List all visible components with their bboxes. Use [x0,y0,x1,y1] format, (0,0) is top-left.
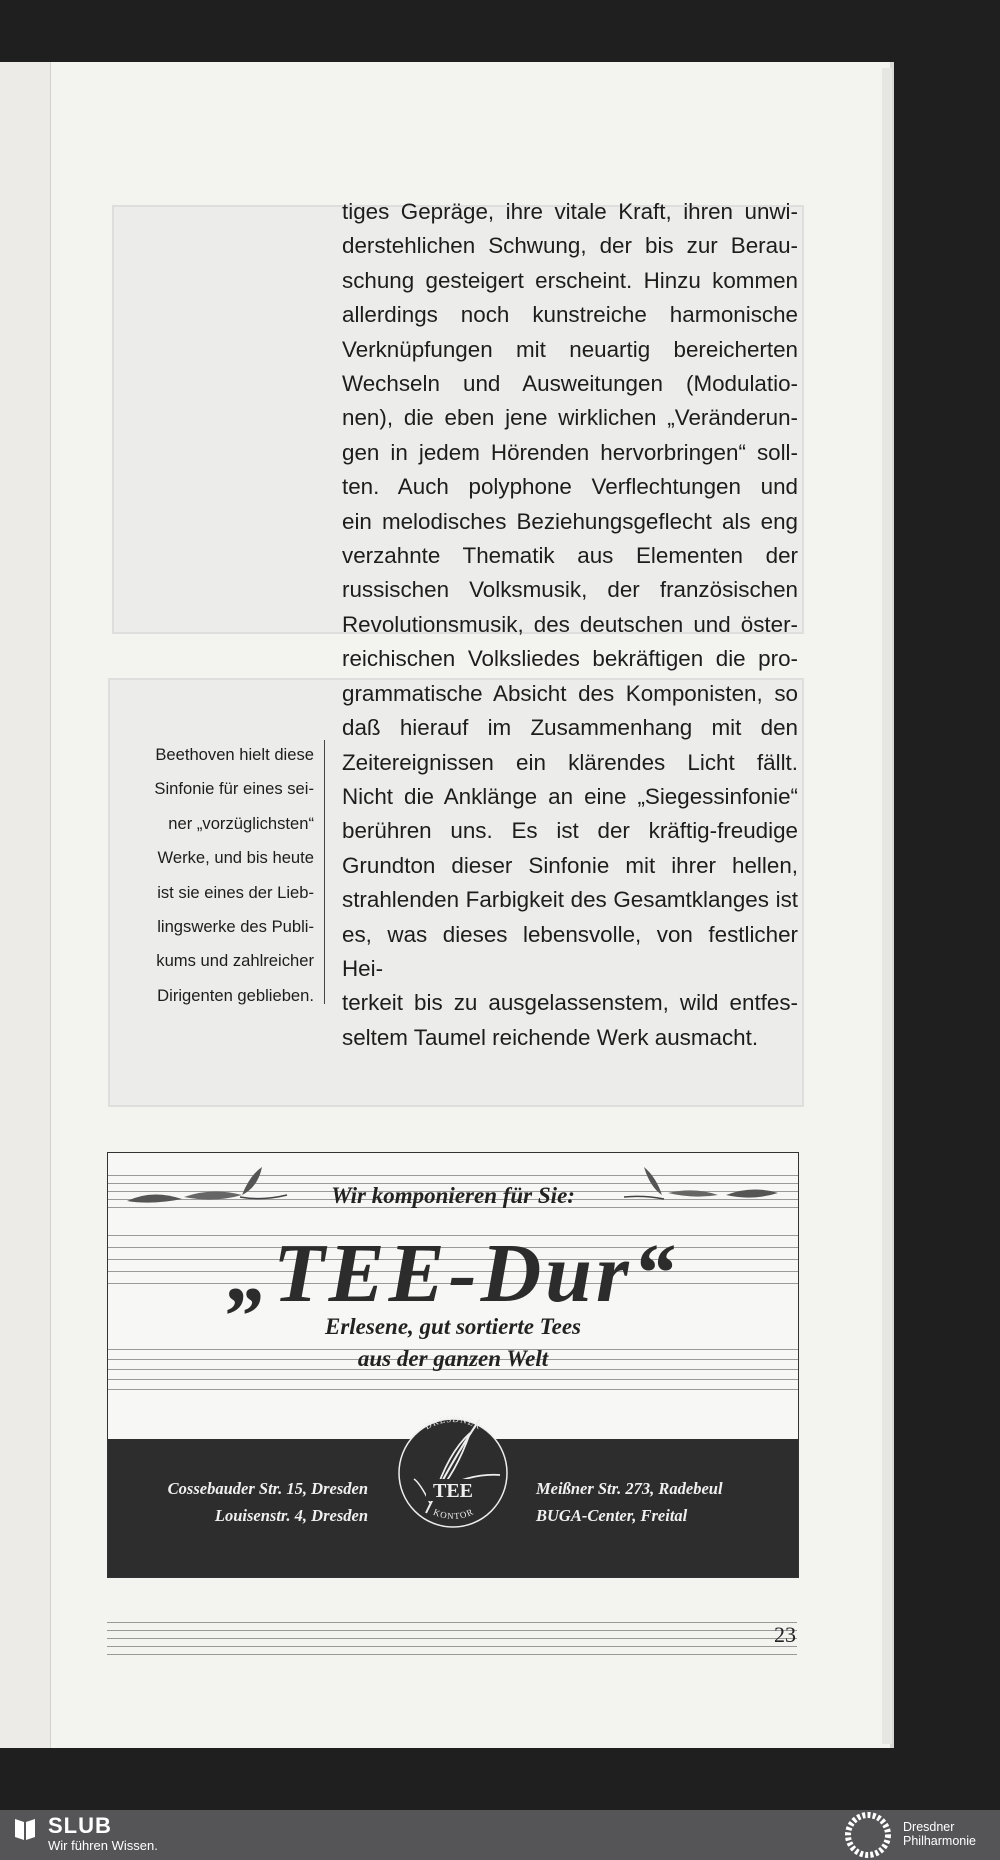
partner-name [903,1820,976,1848]
philharmonie-star-icon [842,1811,894,1859]
music-staff-line [108,1389,798,1390]
ad-addresses-left [168,1475,368,1529]
address-line: Cossebauder Str. 15, Dresden [167,1479,368,1498]
slub-book-icon [14,1817,36,1841]
slub-claim: Wir führen Wissen. [48,1838,158,1853]
footer-staff-line [107,1630,797,1631]
body-text-line: grammatische Absicht des Komponisten, so [342,680,798,706]
margin-note-line: kums und zahlreicher [156,951,314,971]
page-number: 23 [774,1622,796,1647]
partner-name-line: Philharmonie [903,1834,976,1848]
margin-note-line: ist sie eines der Lieb- [157,882,314,902]
body-text-line: Revolutionsmusik, des deutschen und öster- [342,611,798,637]
body-text-line: es, was dieses lebensvolle, von festlicher Hei- [342,921,798,981]
footer-staff-line [107,1622,797,1623]
body-text-line: Nicht die Anklänge an eine „Siegessinfonie“ [342,783,798,809]
ad-subtitle-line: aus der ganzen Welt [357,1346,549,1371]
body-text-line: reichischen Volksliedes bekräftigen die pro- [342,646,798,672]
margin-note-line: Beethoven hielt diese [155,745,314,764]
body-text-line: berühren uns. Es ist der kräftig-freudige [342,818,798,844]
body-text-line: verzahnte Thematik aus Elementen der [342,543,798,569]
footer-staff-line [107,1638,797,1639]
body-text-line: strahlenden Farbigkeit des Gesamtklanges ist [342,887,798,913]
margin-note-line: Sinfonie für eines sei- [154,779,314,799]
body-text-line: seltem Taumel reichende Werk ausmacht. [342,1024,759,1050]
ad-addresses-right [536,1475,723,1529]
margin-note-line: Werke, und bis heute [157,848,314,868]
body-text-line: schung gesteigert erscheint. Hinzu kommen [342,267,798,293]
margin-note-line: Dirigenten geblieben. [157,985,314,1005]
tea-advertisement [107,1152,799,1578]
body-text-line: allerdings noch kunstreiche harmonische [342,302,798,328]
svg-text:DRESDNER: DRESDNER [422,1413,484,1432]
tee-kontor-logo [390,1393,516,1543]
body-text-line: Wechseln und Ausweitungen (Modulatio- [342,371,798,397]
margin-note-line: lingswerke des Publi- [157,917,314,937]
body-text-line: Grundton dieser Sinfonie mit ihrer hellen, [342,852,798,878]
body-text-line: terkeit bis zu ausgelassenstem, wild entfes- [342,990,798,1016]
ad-subtitle-line: Erlesene, gut sortierte Tees [325,1314,581,1339]
ad-subtitle [108,1311,798,1375]
footer-staff-line [107,1646,797,1647]
body-text-line: derstehlichen Schwung, der bis zur Berau- [342,233,798,259]
address-line: BUGA-Center, Freital [536,1506,688,1525]
body-text-line: Verknüpfungen mit neuartig bereicherten [342,336,798,362]
body-text-line: nen), die eben jene wirklichen „Veränderun- [342,405,798,431]
ad-headline: Wir komponieren für Sie: [331,1183,575,1208]
margin-note-rule [324,740,325,1004]
body-text-line: ein melodisches Beziehungsgeflecht als eng [342,508,798,534]
margin-note-line: ner „vorzüglichsten“ [168,813,314,833]
body-text-line: russischen Volksmusik, der französischen [342,577,798,603]
svg-text:TEE: TEE [432,1480,474,1502]
body-text-line: tiges Gepräge, ihre vitale Kraft, ihren unwi- [342,199,798,224]
margin-note [122,738,314,1013]
address-line: Louisenstr. 4, Dresden [214,1506,368,1525]
music-staff-line [108,1379,798,1380]
slub-brand-name: SLUB [48,1813,112,1838]
footer-staff-line [107,1654,797,1655]
body-text-line: ten. Auch polyphone Verflechtungen und [342,474,798,500]
body-text-line: daß hierauf im Zusammenhang mit den [342,715,798,741]
svg-text:KONTOR: KONTOR [431,1506,476,1522]
body-text-line: gen in jedem Hörenden hervorbringen“ soll- [342,439,798,465]
body-text-line: Zeitereignissen ein klärendes Licht fällt. [342,749,798,775]
page-edge [882,68,892,1744]
address-line: Meißner Str. 273, Radebeul [536,1479,723,1498]
partner-name-line: Dresdner [903,1820,955,1834]
facing-page-strip [0,62,51,1748]
ad-title: „TEE-Dur“ [227,1227,679,1320]
article-body [342,195,798,1055]
